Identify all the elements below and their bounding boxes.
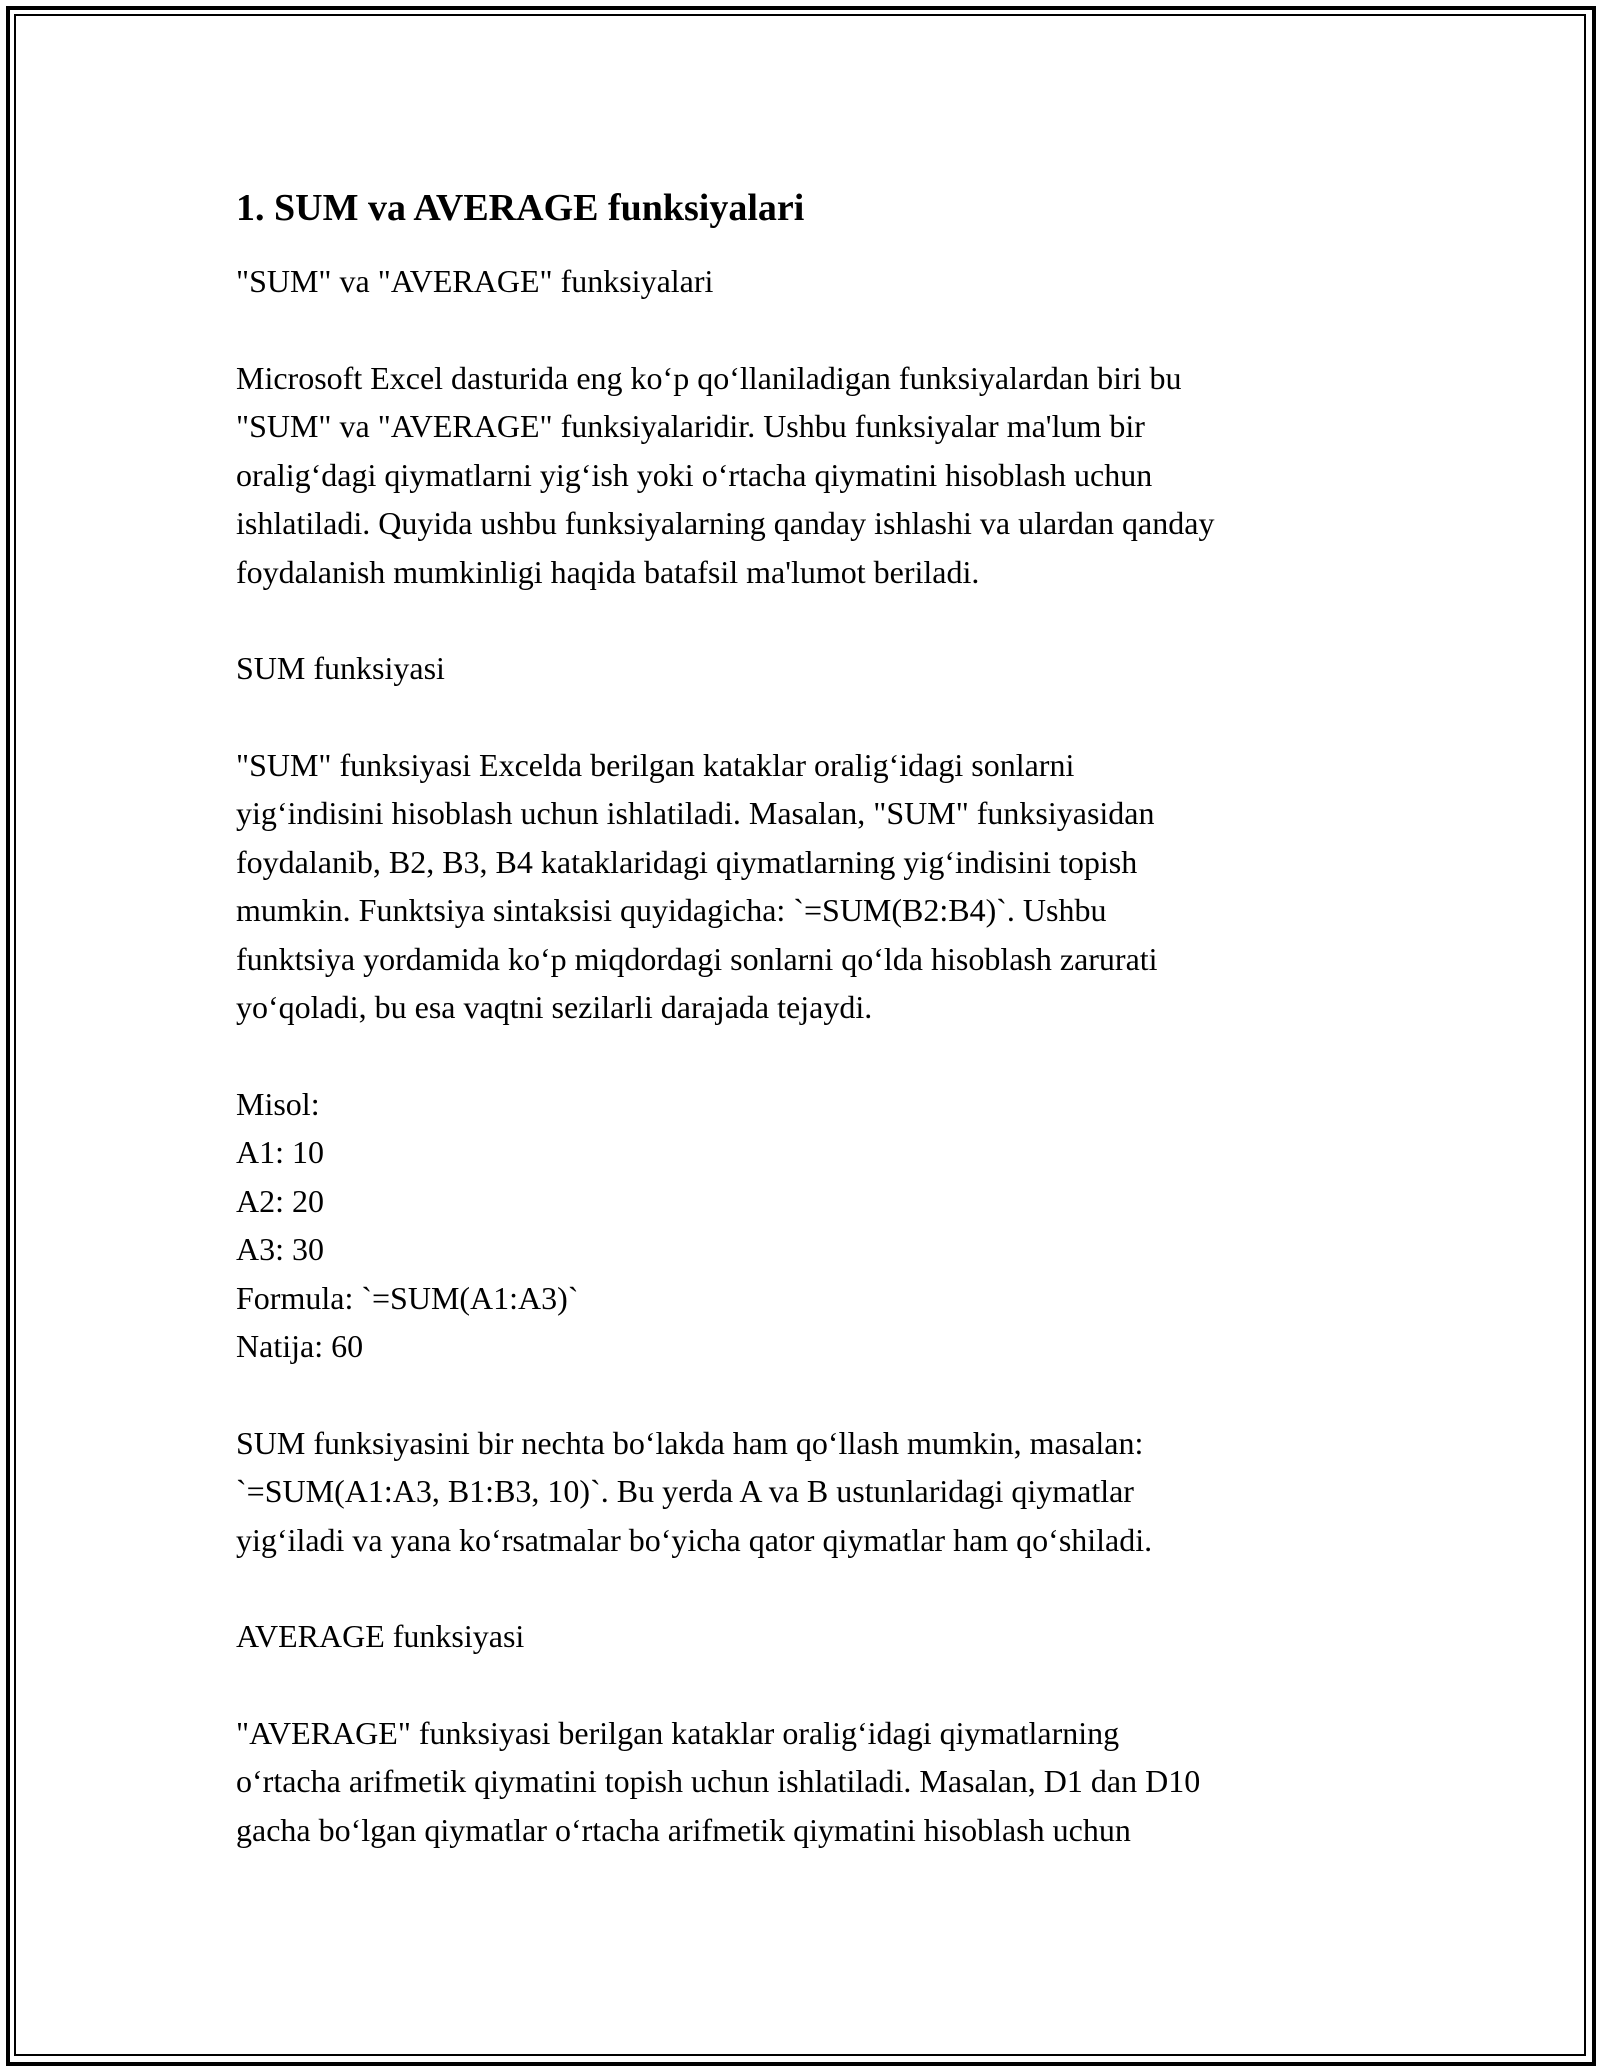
sum-line: foydalanib, B2, B3, B4 kataklaridagi qiymatlarning yig‘indisini topish — [236, 843, 1138, 880]
average-line: "AVERAGE" funksiyasi berilgan kataklar oralig‘idagi qiymatlarning — [236, 1714, 1120, 1751]
average-subheading: AVERAGE funksiyasi — [236, 1618, 525, 1655]
average-paragraph — [236, 1709, 1396, 1855]
intro-line: oralig‘dagi qiymatlarni yig‘ish yoki o‘rtacha qiymatini hisoblash uchun — [236, 456, 1153, 493]
sum-subheading: SUM funksiyasi — [236, 650, 445, 687]
example-block — [236, 1080, 1396, 1371]
example-line: Natija: 60 — [236, 1328, 364, 1365]
intro-paragraph — [236, 354, 1396, 597]
section-heading: 1. SUM va AVERAGE funksiyalari — [236, 187, 805, 229]
sum-multi-line: `=SUM(A1:A3, B1:B3, 10)`. Bu yerda A va B ustunlaridagi qiymatlar — [236, 1473, 1134, 1510]
example-line: Misol: — [236, 1085, 320, 1122]
example-line: Formula: `=SUM(A1:A3)` — [236, 1279, 579, 1316]
example-line: A1: 10 — [236, 1134, 324, 1171]
intro-line: Microsoft Excel dasturida eng ko‘p qo‘llaniladigan funksiyalardan biri bu — [236, 359, 1182, 396]
sum-paragraph — [236, 741, 1396, 1032]
example-line: A2: 20 — [236, 1182, 324, 1219]
average-line: o‘rtacha arifmetik qiymatini topish uchun ishlatiladi. Masalan, D1 dan D10 — [236, 1763, 1201, 1800]
document-body — [236, 184, 1396, 1902]
section-subtitle: "SUM" va "AVERAGE" funksiyalari — [236, 263, 714, 300]
average-line: gacha bo‘lgan qiymatlar o‘rtacha arifmetik qiymatini hisoblash uchun — [236, 1811, 1131, 1848]
sum-multi-line: SUM funksiyasini bir nechta bo‘lakda ham qo‘llash mumkin, masalan: — [236, 1424, 1144, 1461]
sum-multi-line: yig‘iladi va yana ko‘rsatmalar bo‘yicha qator qiymatlar ham qo‘shiladi. — [236, 1521, 1153, 1558]
sum-line: yig‘indisini hisoblash uchun ishlatiladi. Masalan, "SUM" funksiyasidan — [236, 795, 1155, 832]
sum-line: "SUM" funksiyasi Excelda berilgan kataklar oralig‘idagi sonlarni — [236, 746, 1075, 783]
intro-line: "SUM" va "AVERAGE" funksiyalaridir. Ushbu funksiyalar ma'lum bir — [236, 408, 1145, 445]
sum-line: mumkin. Funktsiya sintaksisi quyidagicha: `=SUM(B2:B4)`. Ushbu — [236, 892, 1107, 929]
sum-multi-paragraph — [236, 1419, 1396, 1565]
intro-line: ishlatiladi. Quyida ushbu funksiyalarning qanday ishlashi va ulardan qanday — [236, 505, 1215, 542]
intro-line: foydalanish mumkinligi haqida batafsil ma'lumot beriladi. — [236, 553, 980, 590]
sum-line: funktsiya yordamida ko‘p miqdordagi sonlarni qo‘lda hisoblash zarurati — [236, 940, 1158, 977]
sum-line: yo‘qoladi, bu esa vaqtni sezilarli darajada tejaydi. — [236, 989, 873, 1026]
example-line: A3: 30 — [236, 1231, 324, 1268]
